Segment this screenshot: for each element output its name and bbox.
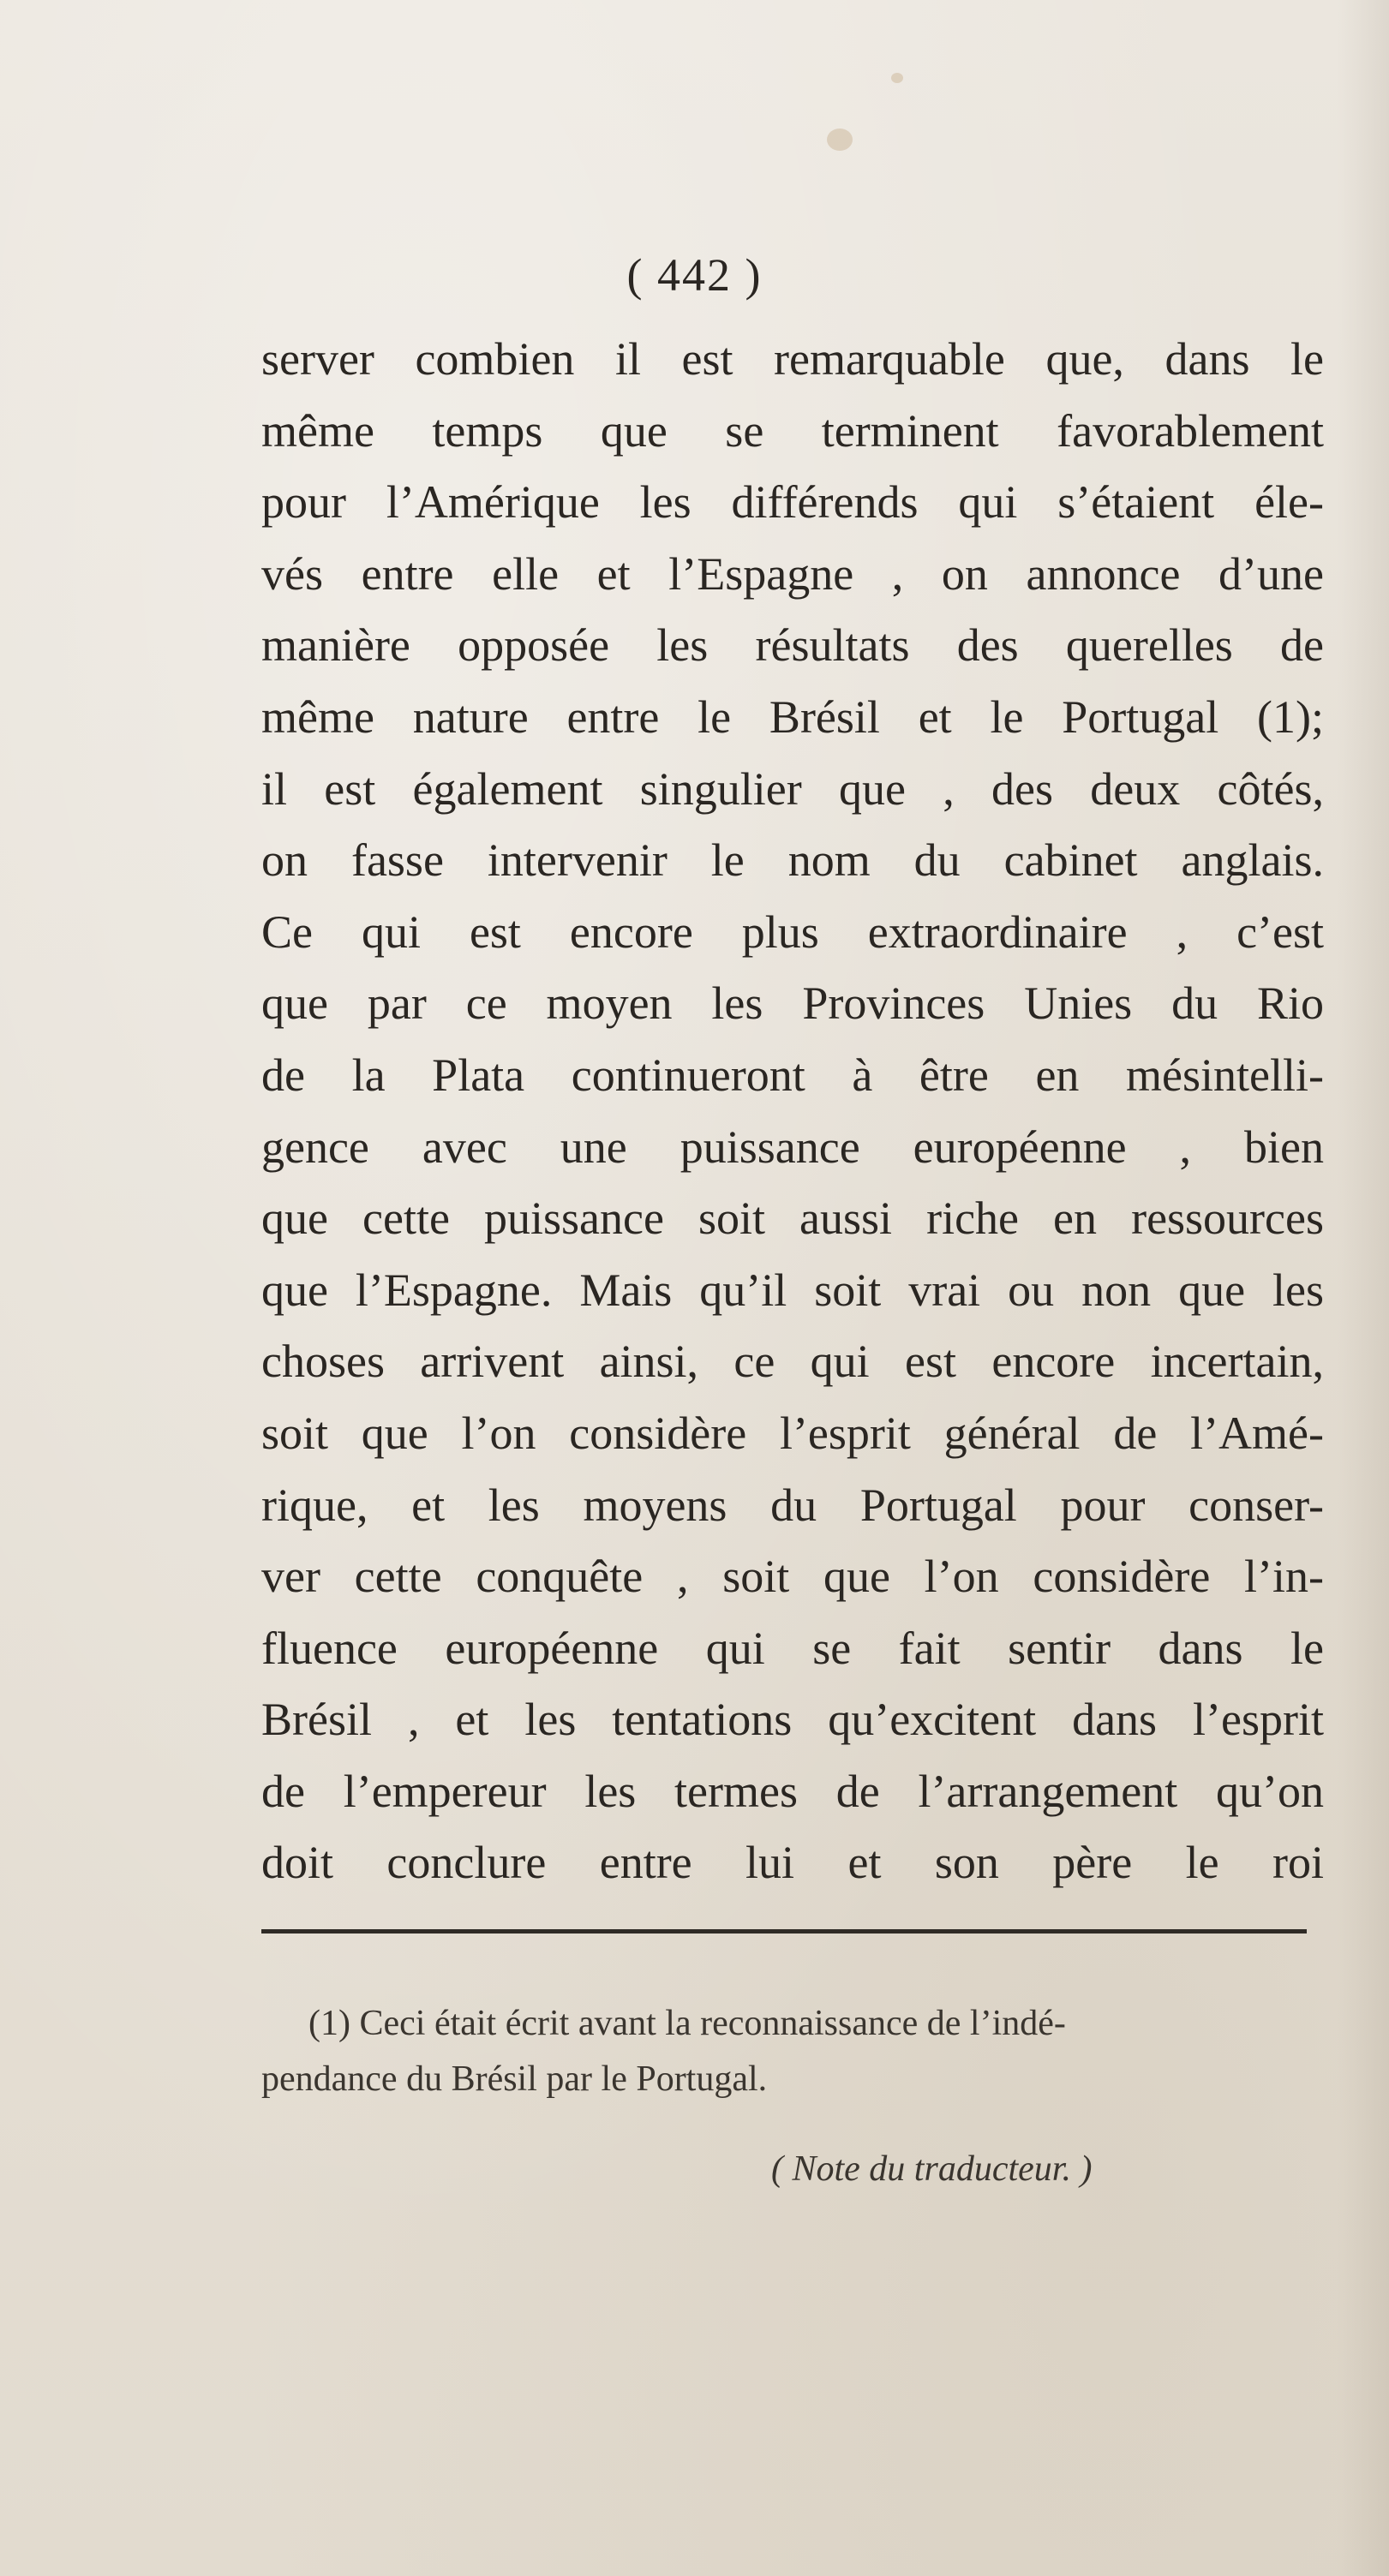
text-line: de la Plata continueront à être en mésintelli- — [261, 1049, 1324, 1101]
text-line: manière opposée les résultats des querelles de — [261, 619, 1324, 672]
text-line: Brésil , et les tentations qu’excitent dans l’esprit — [261, 1694, 1324, 1746]
page-number: ( 442 ) — [626, 249, 763, 301]
text-line: que l’Espagne. Mais qu’il soit vrai ou non que les — [261, 1264, 1324, 1316]
text-line: même temps que se terminent favorablement — [261, 404, 1324, 457]
footnote-divider — [261, 1929, 1307, 1933]
text-line: fluence européenne qui se fait sentir dans le — [261, 1622, 1324, 1674]
text-line: vés entre elle et l’Espagne , on annonce d’une — [261, 547, 1324, 600]
text-line: Ce qui est encore plus extraordinaire , c’est — [261, 905, 1324, 958]
text-line: rique, et les moyens du Portugal pour conser- — [261, 1479, 1324, 1531]
text-line: même nature entre le Brésil et le Portugal (1); — [261, 690, 1324, 743]
translator-note: ( Note du traducteur. ) — [771, 2149, 1093, 2189]
text-line: choses arrivent ainsi, ce qui est encore incertain, — [261, 1336, 1324, 1388]
text-line: que par ce moyen les Provinces Unies du Rio — [261, 977, 1324, 1030]
text-line: que cette puissance soit aussi riche en ressources — [261, 1192, 1324, 1245]
paper-stain — [891, 73, 903, 83]
text-line: il est également singulier que , des deux côtés, — [261, 762, 1324, 815]
text-line: soit que l’on considère l’esprit général de l’Amé- — [261, 1407, 1324, 1459]
text-line: server combien il est remarquable que, dans le — [261, 333, 1324, 385]
page-edge-shadow — [1338, 0, 1389, 2576]
text-line: gence avec une puissance européenne , bien — [261, 1121, 1324, 1173]
footnote-line: (1) Ceci était écrit avant la reconnaissance de l’indé- — [308, 2004, 1066, 2043]
text-line: pour l’Amérique les différends qui s’étaient éle- — [261, 476, 1324, 529]
paper-stain — [827, 129, 853, 151]
text-line: de l’empereur les termes de l’arrangement qu’on — [261, 1765, 1324, 1817]
text-line: doit conclure entre lui et son père le roi — [261, 1837, 1324, 1889]
body-text — [261, 324, 1324, 1899]
text-line: on fasse intervenir le nom du cabinet anglais. — [261, 834, 1324, 887]
text-line: ver cette conquête , soit que l’on considère l’in- — [261, 1551, 1324, 1603]
footnote-line: pendance du Brésil par le Portugal. — [261, 2059, 768, 2099]
